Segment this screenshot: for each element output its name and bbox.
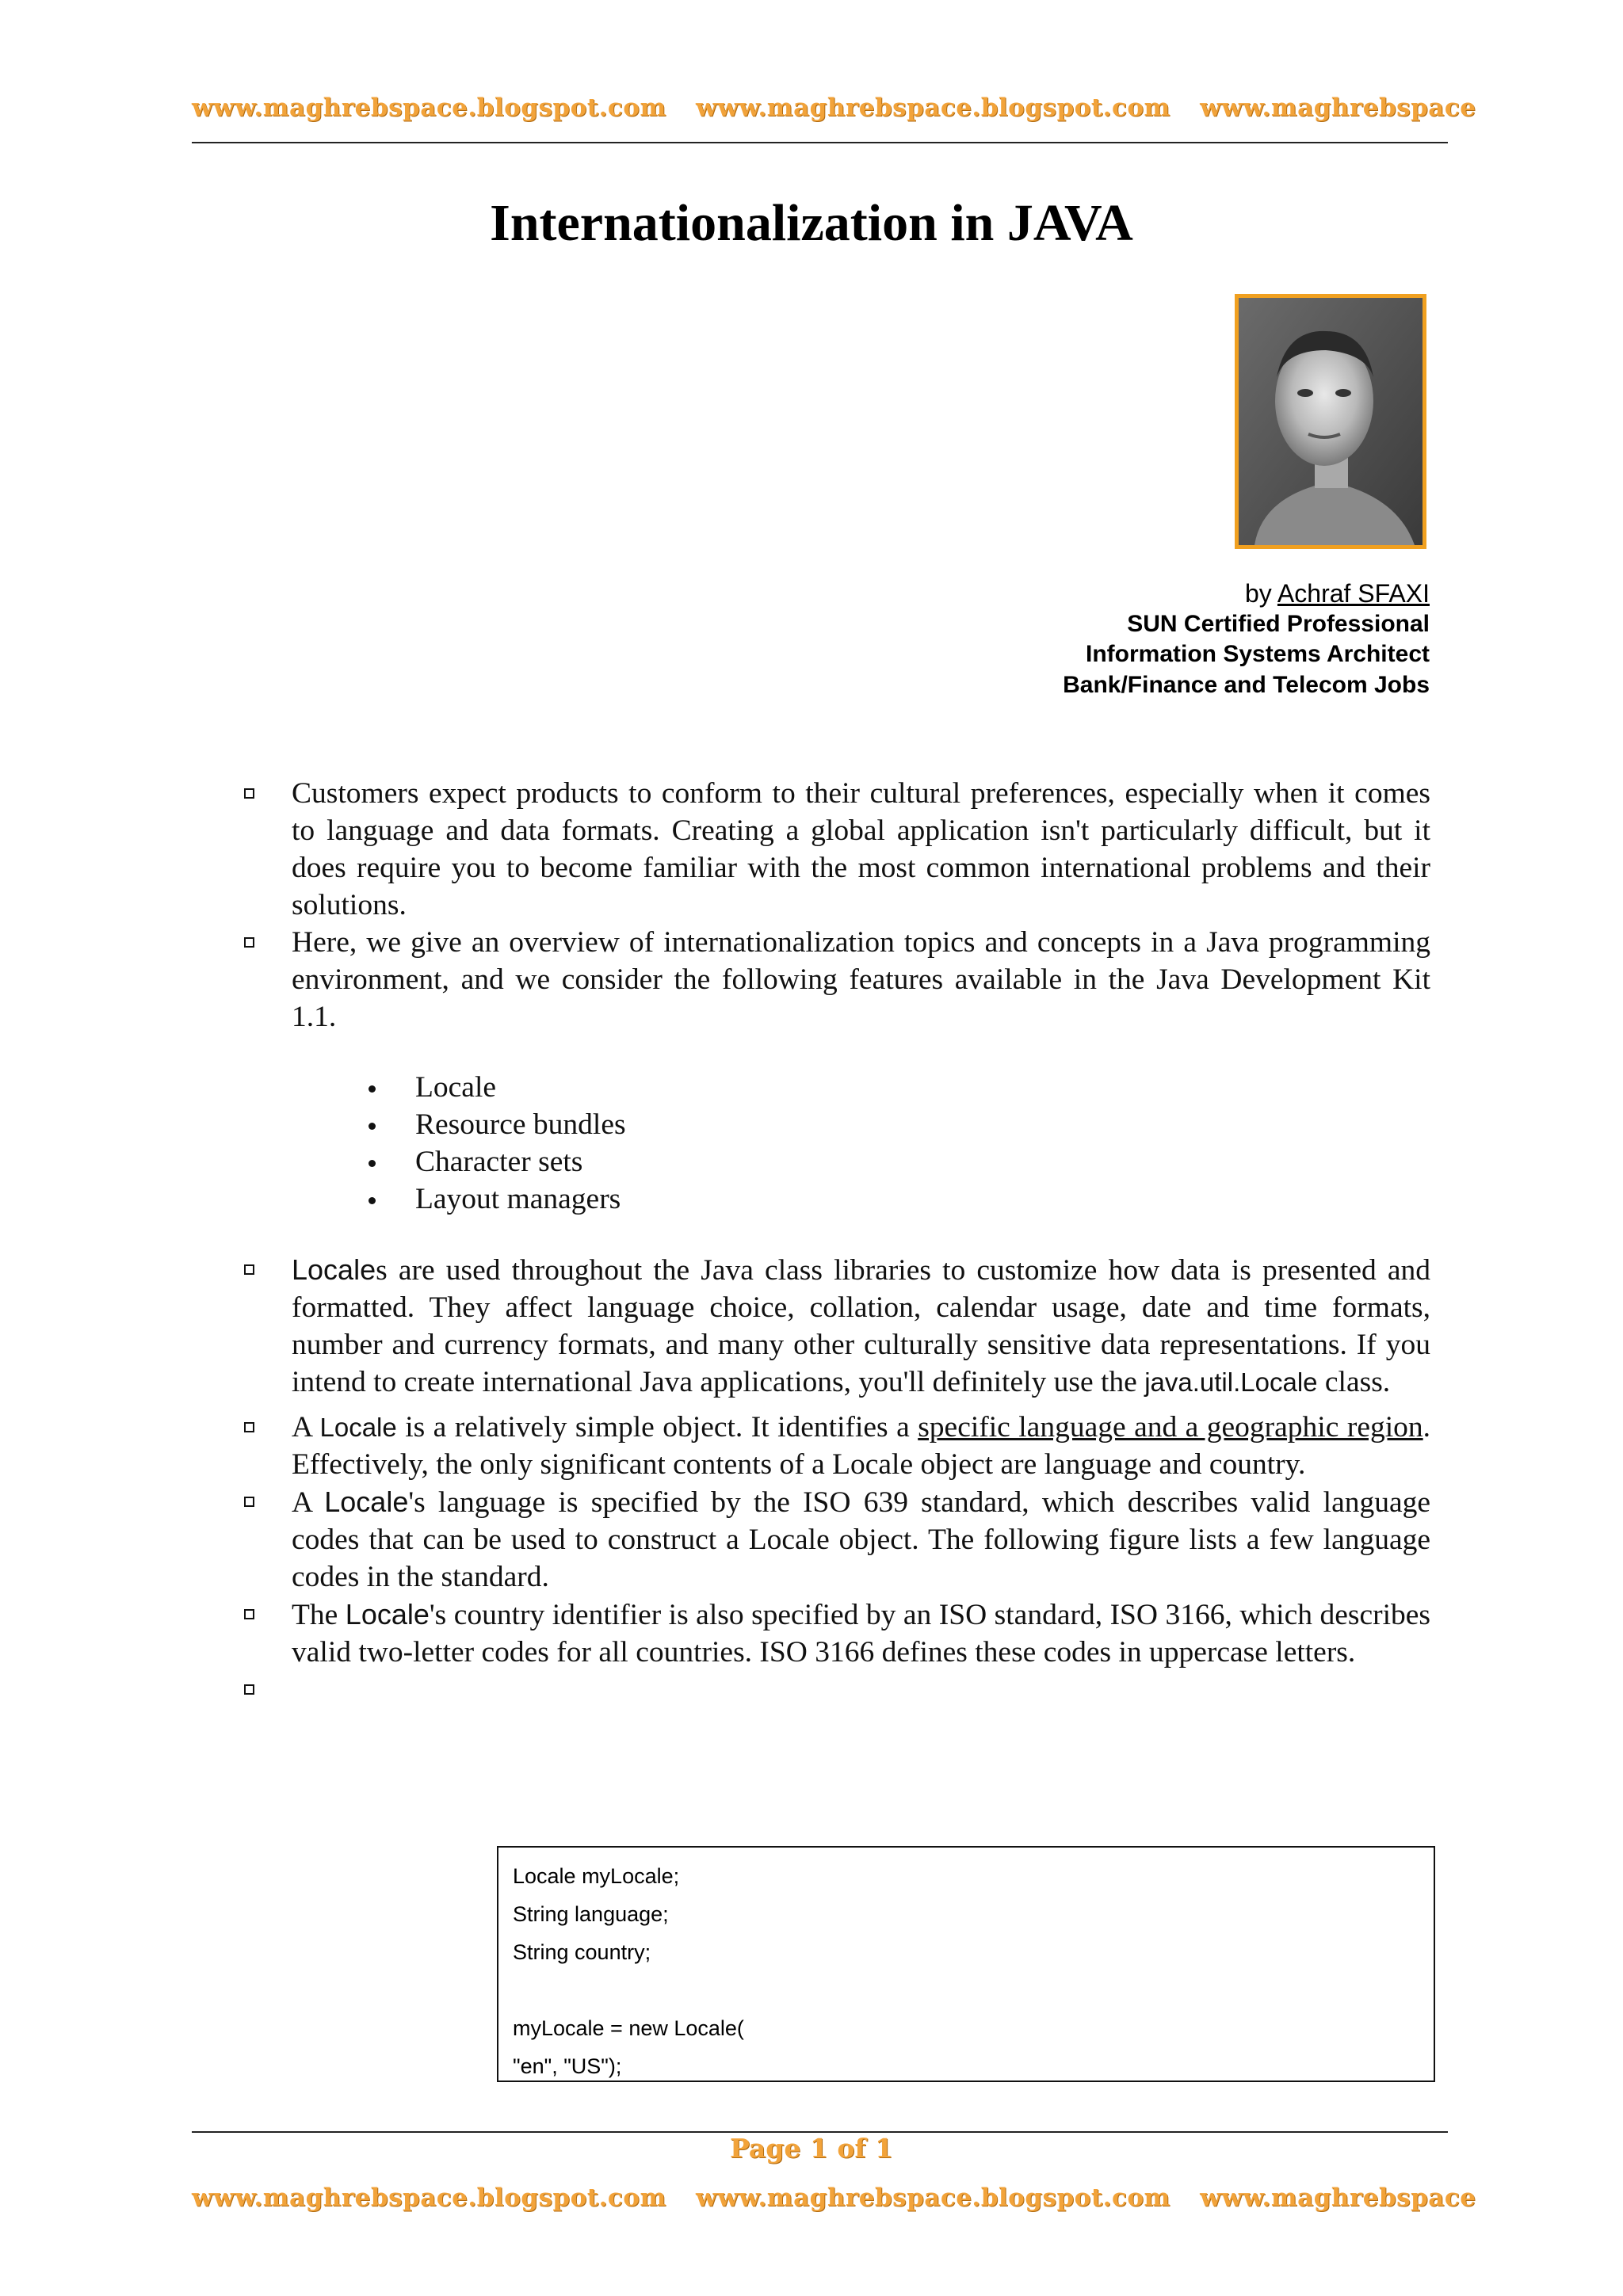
code-line: myLocale = new Locale( <box>513 2016 744 2040</box>
author-block <box>1063 578 1430 700</box>
article-body <box>238 775 1430 1708</box>
feature-item: Locale <box>238 1069 1430 1106</box>
author-photo <box>1235 294 1426 549</box>
list-item: Customers expect products to conform to their cultural preferences, especially when it comes to language and data formats. Creating a global application isn't particularly difficult, but it does require you to become familiar with the most common international problems and their solutions. <box>238 775 1430 924</box>
checkbox-bullet-icon <box>244 788 254 799</box>
page-number: Page 1 of 1 <box>730 2133 893 2164</box>
code-line: Locale myLocale; <box>513 1864 680 1888</box>
author-focus: Bank/Finance and Telecom Jobs <box>1063 671 1430 698</box>
list-item <box>238 1671 1430 1708</box>
list-item: Locales are used throughout the Java class libraries to customize how data is presented and formatted. They affect language choice, collation, calendar usage, date and time formats, number and currency formats, and many other culturally sensitive data representations. If you intend to create international Java applications, you'll definitely use the java.util.Locale class. <box>238 1251 1430 1401</box>
header-link[interactable]: www.maghrebspace.blogspot.com <box>192 93 666 122</box>
feature-item: Character sets <box>238 1143 1430 1180</box>
checkbox-bullet-icon <box>244 937 254 948</box>
code-line: String language; <box>513 1902 669 1926</box>
page-title: Internationalization in JAVA <box>490 194 1133 252</box>
code-box <box>497 1846 1435 2082</box>
list-item: A Locale's language is specified by the ISO 639 standard, which describes valid language codes that can be used to construct a Locale object. The following figure lists a few language codes in the standard. <box>238 1483 1430 1596</box>
code-line <box>513 1971 1419 2009</box>
list-item: A Locale is a relatively simple object. It identifies a specific language and a geographic region. Effectively, the only significant contents of a Locale object are language and country. <box>238 1409 1430 1483</box>
locale-definition-link[interactable]: specific language and a geographic region <box>918 1411 1423 1444</box>
author-role: Information Systems Architect <box>1086 641 1430 667</box>
checkbox-bullet-icon <box>244 1497 254 1507</box>
features-list <box>238 1069 1430 1218</box>
locale-list <box>238 1251 1430 1708</box>
portrait-image <box>1239 298 1423 545</box>
footer-link[interactable]: www.maghrebspace.blogspot.com <box>192 2183 666 2212</box>
header-links <box>192 93 1476 122</box>
author-name-link[interactable]: Achraf SFAXI <box>1277 579 1430 608</box>
author-by: by <box>1245 579 1272 608</box>
code-line: String country; <box>513 1940 651 1964</box>
checkbox-bullet-icon <box>244 1609 254 1619</box>
header-link[interactable]: www.maghrebspace.blogspot.com <box>696 93 1170 122</box>
feature-item: Layout managers <box>238 1180 1430 1218</box>
list-item: Here, we give an overview of internationalization topics and concepts in a Java programming environment, and we consider the following features available in the Java Development Kit 1.1. <box>238 924 1430 1035</box>
footer-links <box>192 2183 1476 2212</box>
intro-list <box>238 775 1430 1035</box>
checkbox-bullet-icon <box>244 1422 254 1432</box>
list-item: The Locale's country identifier is also specified by an ISO standard, ISO 3166, which describes valid two-letter codes for all countries. ISO 3166 defines these codes in uppercase letters. <box>238 1596 1430 1671</box>
code-line: "en", "US"); <box>513 2054 622 2078</box>
author-credential: SUN Certified Professional <box>1127 610 1430 637</box>
header-rule <box>192 142 1448 143</box>
header-link[interactable]: www.maghrebspace <box>1200 93 1476 122</box>
checkbox-bullet-icon <box>244 1684 254 1695</box>
feature-item: Resource bundles <box>238 1106 1430 1143</box>
checkbox-bullet-icon <box>244 1264 254 1275</box>
footer-link[interactable]: www.maghrebspace <box>1200 2183 1476 2212</box>
footer-link[interactable]: www.maghrebspace.blogspot.com <box>696 2183 1170 2212</box>
